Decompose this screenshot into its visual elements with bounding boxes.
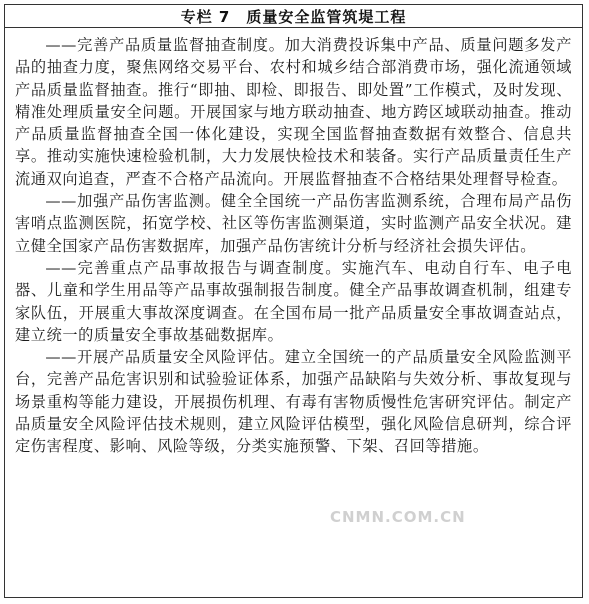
paragraph-quality-supervision: ——完善产品质量监督抽查制度。加大消费投诉集中产品、质量问题多发产品的抽查力度，聚焦网络交易平台、农村和城乡结合部消费市场，强化流通领域产品质量监督抽查。推行“即抽、即检、即报告、即处置”工作模式，及时发现、精准处理质量安全问题。开展国家与地方联动抽查、地方跨区域联动抽查。推动产品质量监督抽查全国一体化建设，实现全国监督抽查数据有效整合、信息共享。推动实施快速检验机制，大力发展快检技术和装备。实行产品质量责任生产流通双向追查，严查不合格产品流向。开展监督抽查不合格结果处理督导检查。: [15, 36, 572, 188]
watermark: CNMN.COM.CN: [330, 508, 466, 526]
box-title: 专栏 7 质量安全监管筑堤工程: [5, 5, 582, 28]
paragraph-injury-monitoring: ——加强产品伤害监测。健全全国统一产品伤害监测系统，合理布局产品伤害哨点监测医院，拓宽学校、社区等伤害监测渠道，实时监测产品安全状况。建立健全国家产品伤害数据库，加强产品伤害统计分析与经济社会损失评估。: [15, 192, 572, 255]
box-content: [5, 28, 582, 458]
paragraph-risk-assessment: ——开展产品质量安全风险评估。建立全国统一的产品质量安全风险监测平台，完善产品危害识别和试验验证体系，加强产品缺陷与失效分析、事故复现与场景重构等能力建设，开展损伤机理、有毒有害物质慢性危害研究评估。制定产品质量安全风险评估技术规则，建立风险评估模型，强化风险信息研判，综合评定伤害程度、影响、风险等级，分类实施预警、下架、召回等措施。: [15, 348, 572, 456]
feature-box: [4, 4, 583, 598]
paragraph-accident-reporting: ——完善重点产品事故报告与调查制度。实施汽车、电动自行车、电子电器、儿童和学生用品等产品事故强制报告制度。健全产品事故调查机制，组建专家队伍，开展重大事故深度调查。在全国布局一批产品质量安全事故调查站点，建立统一的质量安全事故基础数据库。: [15, 258, 572, 344]
